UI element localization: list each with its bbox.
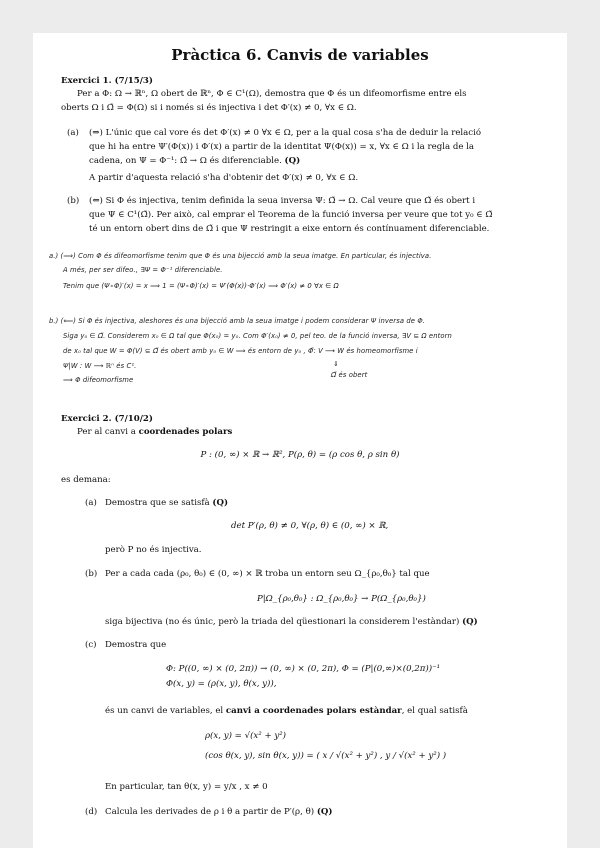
ex2-c-after: [105, 705, 468, 719]
item-a-line4: A partir d'aquesta relació s'ha d'obtenir det Φ′(x) ≠ 0, ∀x ∈ Ω.: [89, 173, 359, 183]
exercise-2-intro-text: Per al canvi a: [77, 427, 139, 437]
ex2-a-formula: det P′(ρ, θ) ≠ 0, ∀(ρ, θ) ∈ (0, ∞) × ℝ,: [231, 521, 389, 531]
ex2-item-d-text-body: Calcula les derivades de ρ i θ a partir de P′(ρ, θ): [105, 807, 315, 817]
ex2-item-d-label: (d): [85, 807, 98, 817]
ex2-a-after: però P no és injectiva.: [105, 545, 202, 555]
question-tag: (Q): [462, 617, 478, 627]
ex2-b-after: [105, 616, 478, 630]
item-b-line2: que Ψ ∈ C¹(Ω̃). Per això, cal emprar el Teorema de la funció inversa per veure que tot y₀ ∈ Ω̃: [89, 210, 493, 220]
ex2-c-after-pre: és un canvi de variables, el: [105, 706, 226, 716]
handwriting-b-arrow: ⇓: [333, 360, 339, 368]
ex2-item-d-text: [105, 806, 332, 820]
page-title: Pràctica 6. Canvis de variables: [171, 46, 429, 64]
ex2-b-formula: P|Ω_{ρ₀,θ₀} : Ω_{ρ₀,θ₀} → P(Ω_{ρ₀,θ₀}): [257, 594, 426, 604]
exercise-1-statement-line1: Per a Φ: Ω → ℝⁿ, Ω obert de ℝⁿ, Φ ∈ C¹(Ω), demostra que Φ és un difeomorfisme entre els: [77, 89, 467, 99]
ex2-item-a-label: (a): [85, 498, 97, 508]
item-b-line3: té un entorn obert dins de Ω̃ i que Ψ restringit a eixe entorn és contínuament diferenciable.: [89, 224, 490, 234]
question-tag: (Q): [212, 498, 229, 508]
item-b-label: (b): [67, 196, 80, 206]
ex2-item-a-text: [105, 497, 228, 511]
ex2-item-b-label: (b): [85, 569, 98, 579]
item-a-line2: que hi ha entre Ψ′(Φ(x)) i Φ′(x) a partir de la identitat Ψ(Φ(x)) = x, ∀x ∈ Ω i la regla de la: [89, 142, 475, 152]
handwriting-b-line1: b.) (⟸) Si Φ és injectiva, aleshores és una bijecció amb la seua imatge i podem considerar Ψ inversa de Φ.: [49, 317, 426, 325]
ex2-c-after-post: , el qual satisfà: [401, 706, 468, 716]
handwriting-b-line3: de x₀ tal que W = Φ(V) ⊆ Ω̃ és obert amb y₀ ∈ W ⟹ és entorn de y₀ , Φ̃: V ⟶ W és homeomorfisme i: [63, 347, 418, 355]
ex2-item-b-text: Per a cada cada (ρ₀, θ₀) ∈ (0, ∞) × ℝ troba un entorn seu Ω_{ρ₀,θ₀} tal que: [105, 569, 430, 579]
handwriting-b-line2: Siga y₀ ∈ Ω̃. Considerem x₀ ∈ Ω tal que Φ(x₀) = y₀. Com Φ′(x₀) ≠ 0, pel teo. de la funció inversa, ∃V ⊆ Ω entorn: [63, 332, 452, 340]
item-a-line3: [89, 155, 300, 169]
ex2-c-tan: En particular, tan θ(x, y) = y/x , x ≠ 0: [105, 782, 268, 792]
handwriting-a-line2: A més, per ser difeo., ∃Ψ = Φ⁻¹ diferenciable.: [63, 266, 223, 274]
handwriting-a-line3: Tenim que (Ψ∘Φ)′(x) = x ⟹ 1 = (Ψ∘Φ)′(x) = Ψ′(Φ(x))·Φ′(x) ⟹ Φ′(x) ≠ 0 ∀x ∈ Ω: [63, 282, 339, 290]
ex2-item-c-text: Demostra que: [105, 640, 167, 650]
ex2-item-a-text-body: Demostra que se satisfà: [105, 498, 210, 508]
handwriting-b-line4: Ψ|W : W ⟶ ℝⁿ és C¹.: [63, 362, 137, 370]
standard-polar-term: canvi a coordenades polars estàndar: [225, 706, 402, 716]
item-a-line3-text: cadena, on Ψ = Φ⁻¹: Ω̃ → Ω és diferenciable.: [89, 156, 282, 166]
exercise-2-heading: Exercici 2. (7/10/2): [61, 414, 153, 424]
document-page: [33, 33, 567, 848]
item-b-line1: (⇐) Si Φ és injectiva, tenim definida la seua inversa Ψ: Ω̃ → Ω. Cal veure que Ω̃ és obert i: [89, 196, 476, 206]
ex2-c-formula1: Φ: P((0, ∞) × (0, 2π)) → (0, ∞) × (0, 2π), Φ = (P|(0,∞)×(0,2π))⁻¹: [166, 664, 441, 674]
ex2-c-rho: ρ(x, y) = √(x² + y²): [205, 731, 287, 741]
handwriting-b-line5: ⟹ Φ difeomorfisme: [63, 376, 134, 384]
question-tag: (Q): [316, 807, 333, 817]
handwriting-a-line1: a.) (⟹) Com Φ és difeomorfisme tenim que Φ és una bijecció amb la seua imatge. En particular, és injectiva.: [49, 252, 432, 260]
polar-coordinates-term: coordenades polars: [138, 427, 233, 437]
formula-P: P : (0, ∞) × ℝ → ℝ², P(ρ, θ) = (ρ cos θ, ρ sin θ): [200, 450, 400, 460]
exercise-1-statement-line2: oberts Ω i Ω̃ = Φ(Ω) si i només si és injectiva i det Φ′(x) ≠ 0, ∀x ∈ Ω.: [61, 103, 357, 113]
item-a-line1: (⇒) L'únic que cal vore és det Φ′(x) ≠ 0 ∀x ∈ Ω, per a la qual cosa s'ha de deduir la relació: [89, 128, 482, 138]
question-tag: (Q): [284, 156, 301, 166]
ex2-c-formula2: Φ(x, y) = (ρ(x, y), θ(x, y)),: [166, 679, 277, 689]
item-a-label: (a): [67, 128, 79, 138]
exercise-1-heading: Exercici 1. (7/15/3): [61, 76, 153, 86]
ex2-item-c-label: (c): [85, 640, 97, 650]
ex2-b-after-text: siga bijectiva (no és únic, però la triada del qüestionari la considerem l'estàndar): [105, 617, 460, 627]
es-demana: es demana:: [61, 475, 111, 485]
exercise-2-intro: [77, 426, 232, 440]
handwriting-b-conclusion: Ω̃ és obert: [331, 371, 368, 379]
ex2-c-cossin: (cos θ(x, y), sin θ(x, y)) = ( x / √(x² + y²) , y / √(x² + y²) ): [205, 751, 447, 761]
